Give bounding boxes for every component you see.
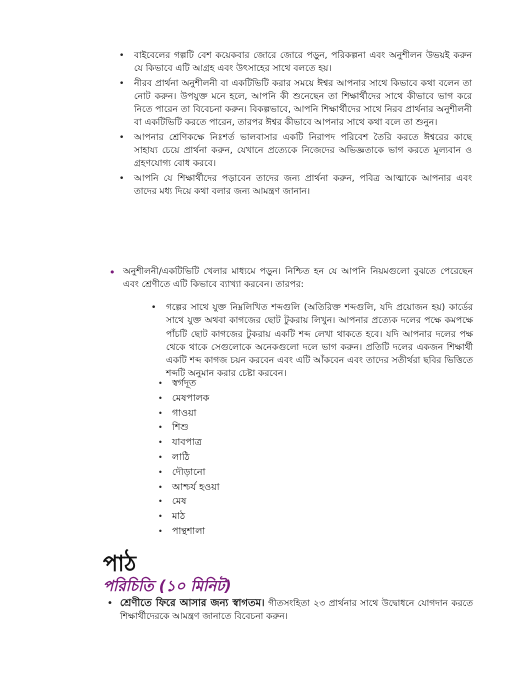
bullet-icon: • <box>151 303 157 313</box>
list-item-text: আপনার শ্রেণিকক্ষে নিঃশর্ত ভালবাসার একটি নিরাপদ পরিবেশ তৈরি করতে ঈশ্বরের কাছে সাহায্য চেয়ে প্রার্থনা করুন, যেখানে প্রত্যেকে নিজেদের অভিজ্ঞতাকে ভাগ করতে মূল্যবান ও গ্রহণযোগ্য বোধ করবে। <box>134 132 472 170</box>
section-subheading: পরিচিতি (১০ মিনিট) <box>103 577 232 595</box>
word-item <box>158 466 372 481</box>
word-text: গাওয়া <box>172 407 197 419</box>
word-item <box>158 510 372 525</box>
list-item <box>107 597 473 625</box>
bullet-icon: • <box>119 132 125 143</box>
word-item <box>158 407 372 422</box>
list-item <box>109 266 473 293</box>
word-item <box>158 436 372 451</box>
section-heading: পাঠ <box>103 551 137 577</box>
word-item <box>158 481 372 496</box>
word-item <box>158 377 372 392</box>
bullet-icon: • <box>158 393 163 403</box>
word-text: মাঠ <box>172 511 186 523</box>
bullet-icon: • <box>158 438 163 448</box>
list-item <box>119 50 472 77</box>
bullet-icon: • <box>158 497 163 507</box>
word-item <box>158 495 372 510</box>
bullet-icon: • <box>158 423 163 433</box>
activity-list <box>109 266 473 293</box>
bullet-icon: • <box>158 482 163 492</box>
word-text: যাবপাত্র <box>172 437 202 449</box>
list-item <box>119 132 472 172</box>
intro-text: গীতসংহিতা ২৩ প্রার্থনার সাথে উদ্বোধনে যোগদান করতে শিক্ষার্থীদেরকে আমন্ত্রণ জানাতে বিবেচনা করুন। <box>120 599 473 623</box>
list-item-text: আপনি যে শিক্ষার্থীদের পড়াবেন তাদের জন্য প্রার্থনা করুন, পবিত্র আত্মাকে আপনার এবং তাদের মধ্য দিয়ে কথা বলার জন্য আমন্ত্রণ জানান। <box>134 173 472 197</box>
word-text: লাঠি <box>172 451 190 463</box>
word-list <box>158 377 372 540</box>
word-item <box>158 392 372 407</box>
list-item <box>119 78 472 131</box>
bullet-icon: • <box>119 78 125 89</box>
word-text: স্বর্গদূত <box>172 378 197 389</box>
prep-list <box>119 50 472 199</box>
list-item-text: গল্পের সাথে যুক্ত নিম্নলিখিত শব্দগুলি (অতিরিক্ত শব্দগুলি, যদি প্রয়োজন হয়) কার্ডের সাথে যুক্ত অথবা কাগজের ছোট টুকরায় লিখুন। আপনার প্রত্যেক দলের পক্ষে কমপক্ষে পাঁচটি ছোট কাগজের টুকরায় একটি শব্দ লেখা থাকতে হবে। যদি আপনার দলের পক্ষ থেকে থাকে সেগুলোকে অনেকগুলো দলে ভাগ করুন। প্রতিটি দলের একজন শিক্ষার্থী একটি শব্দ কাগজ চয়ন করবেন এবং এটি আঁকবেন এবং তাদের সতীর্থরা ছবির ভিত্তিতে শব্দটি অনুমান করার চেষ্টা করবেন। <box>166 303 473 380</box>
list-item-text: অনুশীলনী/একটিভিটি খেলার মাধ্যমে পড়ুন। নিশ্চিত হন যে আপনি নিয়মগুলো বুঝতে পেরেছেন এবং শ্রেণীতে এটি কিভাবে ব্যাখ্যা করবেন। তারপর: <box>123 267 473 291</box>
word-item <box>158 421 372 436</box>
bullet-icon: • <box>158 452 163 462</box>
welcome-text: শ্রেণীতে ফিরে আসার জন্য স্বাগতম। <box>120 598 265 609</box>
list-item <box>151 302 473 382</box>
word-text: আশ্চর্য হওয়া <box>172 481 220 493</box>
list-item <box>119 173 472 200</box>
word-text: শিশু <box>172 422 189 434</box>
bullet-icon: • <box>158 467 163 477</box>
bullet-icon: • <box>107 598 113 609</box>
list-item-text: নীরব প্রার্থনা অনুশীলনী বা একটিভিটি করার সময়ে ঈশ্বর আপনার সাথে কিভাবে কথা বলেন তা নোট করুন। উপযুক্ত মনে হলে, আপনি কী শুনেছেন তা শিক্ষার্থীদের সাথে কীভাবে ভাগ করে নিতে পারেন তা বিবেচনা করুন। বিকল্পভাবে, আপনি শিক্ষার্থীদের সাথে নিরব প্রার্থনার অনুশীলনী বা একটিভিটি করতে পারেন, তারপর ঈশ্বর কীভাবে আপনার সাথে কথা বলে তা শুনুন। <box>134 78 472 129</box>
word-text: মেষপালক <box>172 392 210 404</box>
bullet-icon: • <box>158 512 163 522</box>
activity-sublist <box>151 302 473 382</box>
bullet-icon: • <box>109 266 116 279</box>
bullet-icon: • <box>119 51 125 61</box>
bullet-icon: • <box>158 408 163 418</box>
word-item <box>158 451 372 466</box>
bullet-icon: • <box>119 173 125 184</box>
word-text: পান্থশালা <box>172 525 206 537</box>
word-text: মেষ <box>172 496 187 508</box>
list-item-text: বাইবেলের গল্পটি বেশ কয়েকবার জোরে জোরে পড়ুন, পরিকল্পনা এবং অনুশীলন উভয়ই করুন যে কিভাবে এটি আগ্রহ এবং উৎসাহের সাথে বলতে হয়। <box>134 51 472 75</box>
intro-list <box>107 597 473 625</box>
bullet-icon: • <box>158 526 163 536</box>
word-text: দৌড়ানো <box>172 466 206 478</box>
word-item <box>158 525 372 540</box>
bullet-icon: • <box>158 379 163 388</box>
